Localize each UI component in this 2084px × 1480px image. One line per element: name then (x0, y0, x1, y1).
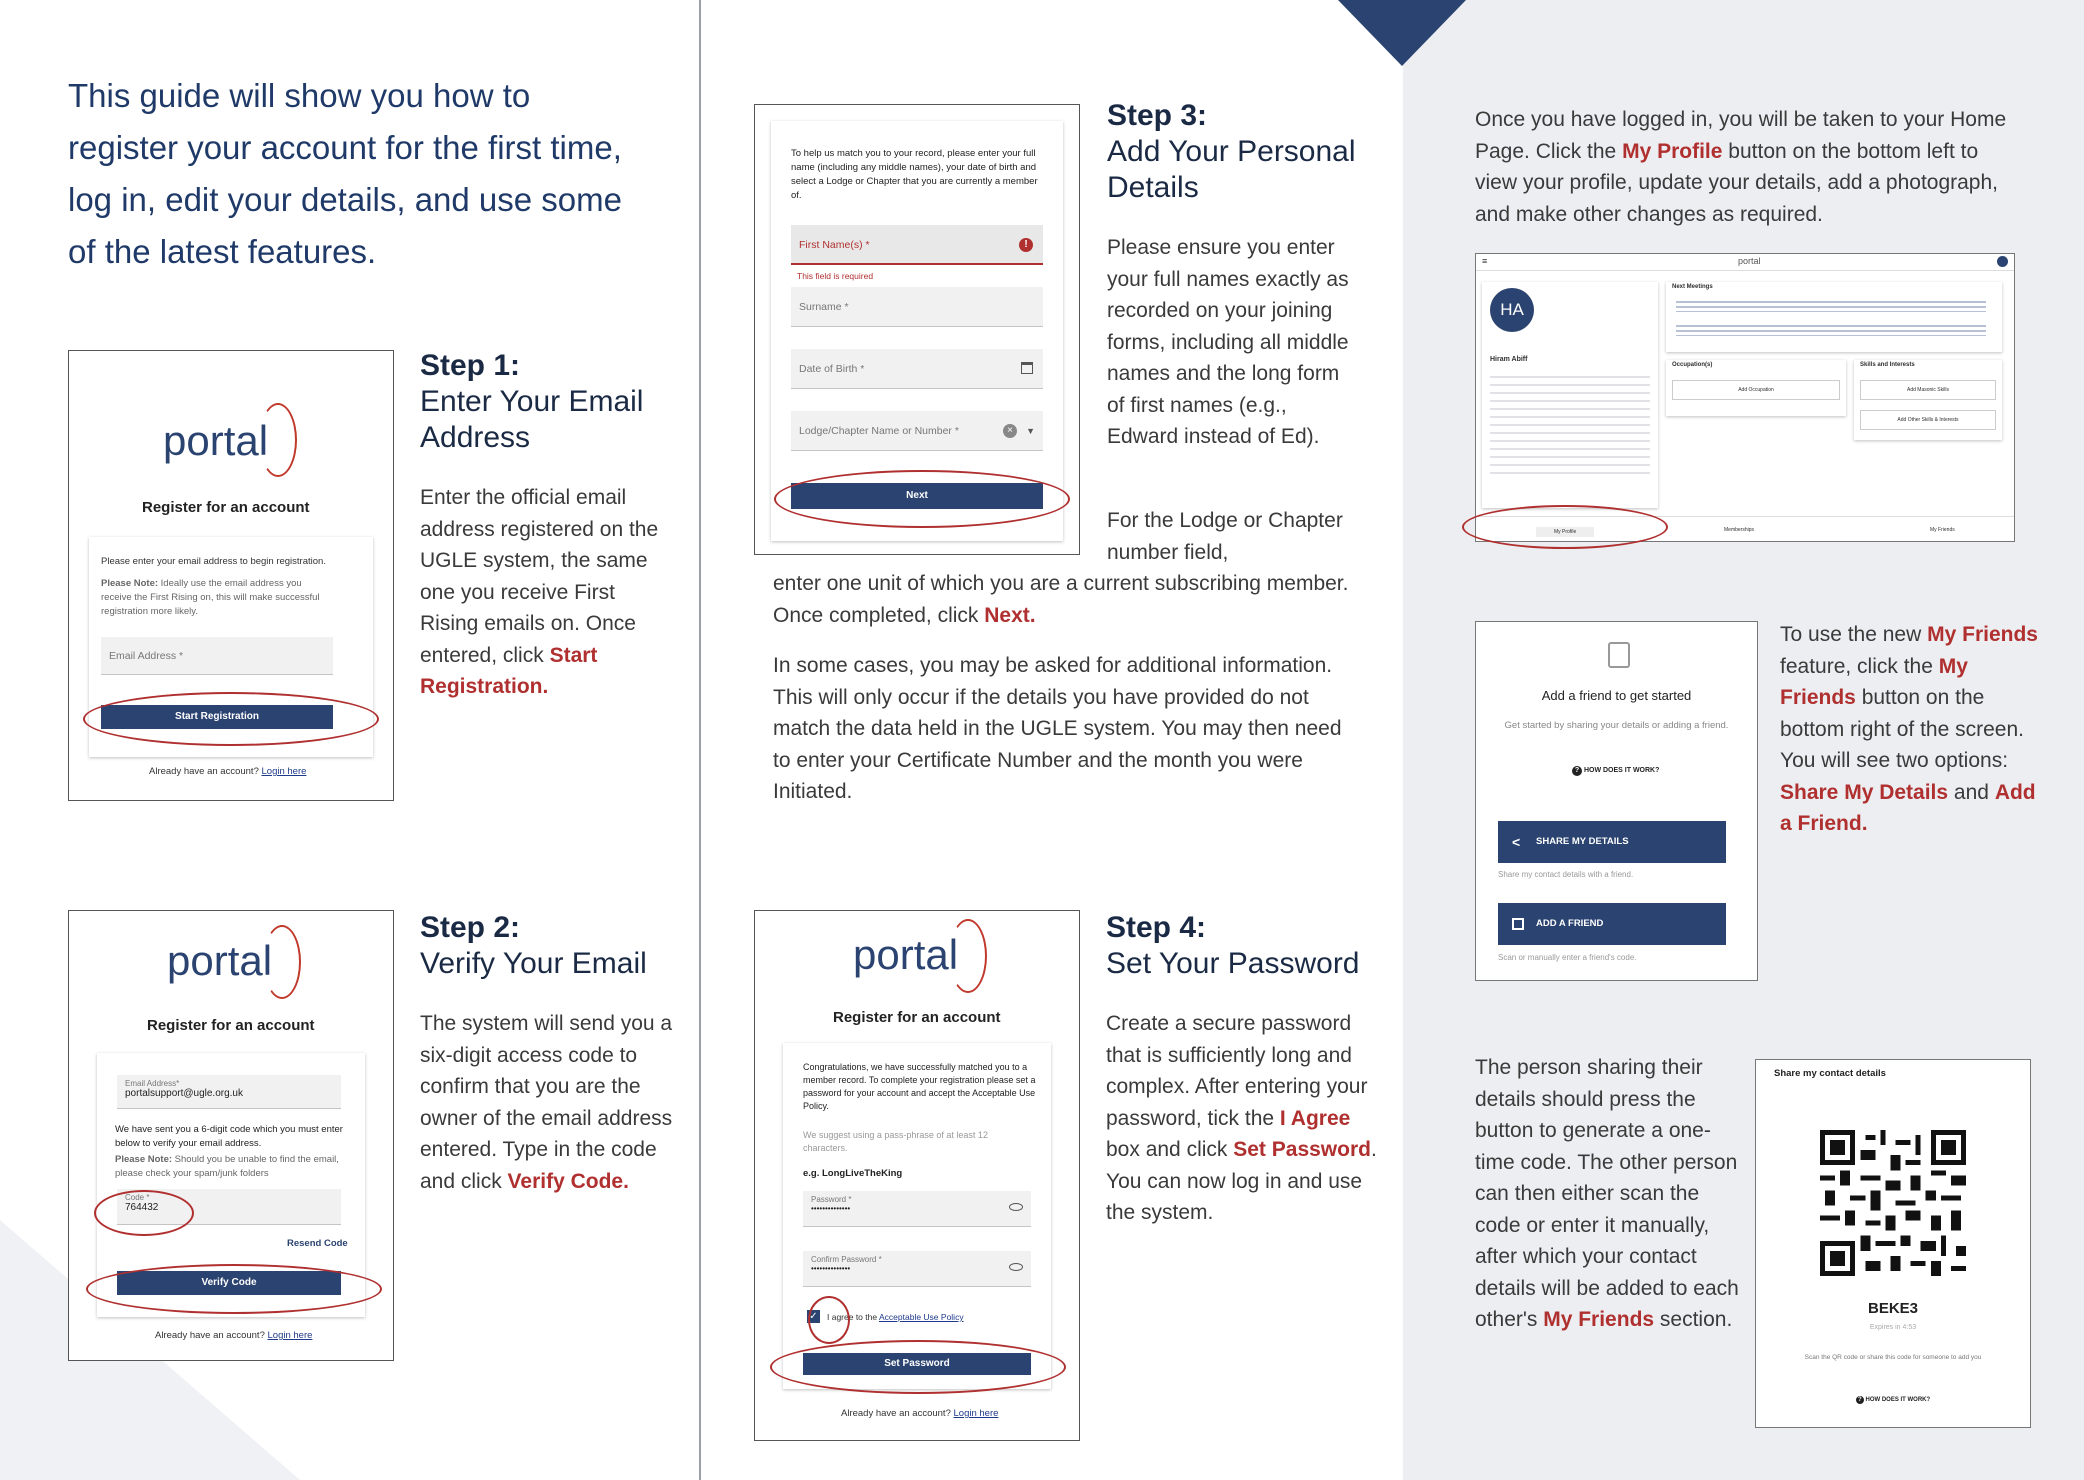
p2-text-b: feature, click the (1780, 654, 1933, 678)
step4-text-a: Create a secure password that is sufficiently long and complex. After entering your password, tick the (1106, 1012, 1368, 1130)
highlight-oval (1462, 505, 1668, 549)
password-value: •••••••••••••• (811, 1204, 851, 1213)
verify-code-button[interactable]: Verify Code (117, 1271, 341, 1295)
meetings-card (1666, 282, 2002, 352)
add-occupation-button[interactable]: Add Occupation (1672, 380, 1840, 400)
share-title: Share my contact details (1774, 1068, 1886, 1079)
confirm-value: •••••••••••••• (811, 1264, 851, 1273)
add-skills-button[interactable]: Add Masonic Skills (1860, 380, 1996, 400)
register-title: Register for an account (833, 1009, 1001, 1026)
p3-text-b: section. (1659, 1308, 1733, 1331)
p2-text-d: and (1953, 780, 1989, 804)
col3-para3 (1475, 1052, 1745, 1336)
confirm-password-input[interactable] (803, 1251, 1031, 1287)
homepage-screenshot (1475, 253, 2015, 542)
footer-text: Already have an account? (149, 766, 259, 777)
add-a-friend-button[interactable] (1498, 903, 1726, 945)
step3-body-a: Please ensure you enter your full names exactly as recorded on your joining forms, including all middle names and the long form of first names (e.g., Edward instead of Ed). (1107, 236, 1349, 448)
next-button[interactable]: Next (791, 483, 1043, 509)
how-text: HOW DOES IT WORK? (1583, 767, 1660, 774)
step4-number: Step 4: (1106, 911, 1207, 944)
error-text: This field is required (797, 271, 874, 281)
confirm-label: Confirm Password * (811, 1255, 882, 1264)
calendar-icon (1021, 362, 1033, 374)
nav-my-friends[interactable]: My Friends (1930, 527, 1955, 533)
p2-hl3: Share My Details (1780, 780, 1949, 804)
skills-title: Skills and Interests (1860, 362, 1915, 368)
p2-text-c: button on the bottom right of the screen. You will see two options: (1780, 686, 2024, 772)
email-input[interactable]: Email Address * (101, 637, 333, 675)
first-name-input[interactable] (791, 225, 1043, 265)
scan-instructions: Scan the QR code or share this code for someone to add you (1804, 1354, 1982, 1361)
step2-body (420, 1008, 678, 1197)
step1-text: Enter the official email address registered on the UGLE system, the same one you receive First Rising emails on. Once entered, click (420, 486, 659, 667)
login-link[interactable]: Login here (267, 1330, 313, 1341)
col3-para2 (1780, 619, 2042, 840)
login-footer (149, 765, 306, 779)
note-label: Please Note: (115, 1154, 173, 1165)
eye-off-icon[interactable] (1009, 1263, 1023, 1271)
step2-text: The system will send you a six-digit access code to confirm that you are the owner of the email address entered. Type in the code and click (420, 1012, 673, 1193)
profile-card (1482, 282, 1658, 508)
step1-number: Step 1: (420, 349, 521, 382)
highlight-oval (770, 1340, 1066, 1394)
instruction-text: We have sent you a 6-digit code which you must enter below to verify your email address. (115, 1124, 343, 1149)
p2-text-e: . (1861, 812, 1868, 835)
avatar-small-icon[interactable] (1997, 256, 2008, 267)
nav-my-profile[interactable]: My Profile (1536, 527, 1594, 537)
step2-title: Verify Your Email (420, 947, 647, 980)
lodge-label: Lodge/Chapter Name or Number * (799, 425, 959, 437)
footer-text: Already have an account? (841, 1408, 951, 1419)
chevron-down-icon[interactable]: ▼ (1026, 426, 1035, 436)
email-readonly-field (117, 1075, 341, 1109)
step2-number: Step 2: (420, 911, 521, 944)
highlight-oval (808, 1296, 850, 1344)
profile-details (1490, 370, 1650, 480)
meetings-title: Next Meetings (1672, 284, 1713, 290)
app-header (1476, 254, 2014, 271)
code-value: 764432 (125, 1202, 159, 1213)
login-link[interactable]: Login here (261, 766, 307, 777)
instruction-text: Congratulations, we have successfully matched you to a member record. To complete your registration please set a password for your account and accept the Acceptable Use Policy. (803, 1062, 1036, 1111)
clear-icon[interactable]: × (1003, 424, 1017, 438)
decorative-triangle (1338, 0, 1466, 66)
help-icon: ? (1856, 1396, 1864, 1404)
step2-heading (420, 910, 680, 982)
occupations-title: Occupation(s) (1672, 362, 1713, 368)
add-btn-label: ADD A FRIEND (1536, 918, 1604, 929)
step3-heading (1107, 98, 1367, 206)
skills-card (1854, 360, 2002, 440)
step4-heading (1106, 910, 1386, 982)
portal-logo: portal (167, 937, 273, 984)
step4-text-c: . You can now log in and use the system. (1106, 1138, 1377, 1224)
portal-logo: portal (163, 417, 269, 464)
p2-hl2: My Friends (1780, 654, 1968, 709)
highlight-oval (94, 1190, 194, 1236)
step1-title: Enter Your Email Address (420, 385, 644, 454)
menu-icon[interactable]: ≡ (1482, 256, 1488, 266)
how-text: HOW DOES IT WORK? (1865, 1397, 1931, 1403)
step4-text-b: box and click (1106, 1138, 1228, 1161)
dob-input[interactable] (791, 349, 1043, 389)
error-icon: ! (1019, 238, 1033, 252)
password-input[interactable] (803, 1191, 1031, 1227)
portal-logo: portal (853, 931, 959, 978)
note-text (115, 1153, 347, 1181)
step1-body (420, 482, 678, 703)
step3-number: Step 3: (1107, 99, 1208, 132)
logo-arc (949, 919, 987, 993)
share-details-screenshot (1755, 1059, 2031, 1428)
step1-highlight: Start Registration. (420, 643, 598, 698)
step3-body-d: In some cases, you may be asked for additional information. This will only occur if the details you have provided do not match the data held in the UGLE system. You may then need to enter your Certificate Number and the month you were Initiated. (773, 654, 1342, 803)
hint-text: We suggest using a pass-phrase of at least 12 characters. (803, 1130, 988, 1153)
login-link[interactable]: Login here (953, 1408, 999, 1419)
dob-label: Date of Birth * (799, 363, 865, 375)
highlight-oval (774, 470, 1070, 528)
p3-highlight: My Friends (1543, 1308, 1655, 1331)
highlight-oval (83, 692, 379, 746)
policy-link[interactable]: Acceptable Use Policy (879, 1312, 964, 1322)
p1-highlight: My Profile (1622, 139, 1723, 163)
occupations-card (1666, 360, 1846, 416)
add-subtext: Scan or manually enter a friend's code. (1498, 953, 1637, 962)
how-it-works-link[interactable] (1572, 766, 1659, 776)
share-subtext: Share my contact details with a friend. (1498, 870, 1634, 879)
register-title: Register for an account (142, 499, 310, 516)
highlight-oval (86, 1264, 382, 1314)
p1-text-a: Once you have logged in, you will be taken to your Home Page. Click the (1475, 108, 2007, 163)
share-my-details-button[interactable] (1498, 821, 1726, 863)
note-label: Please Note: (101, 578, 159, 589)
p1-text-b: button on the bottom left to view your profile, update your details, add a photograph, and make other changes as required. (1475, 139, 1999, 226)
app-title: portal (1738, 256, 1761, 266)
meeting-row (1676, 322, 1986, 336)
resend-code-link[interactable]: Resend Code (287, 1238, 348, 1249)
step3-title: Add Your Personal Details (1107, 135, 1356, 204)
code-label: Code * (125, 1193, 150, 1202)
instruction-text: Please enter your email address to begin registration. (101, 556, 326, 567)
step4-title: Set Your Password (1106, 947, 1360, 980)
intro-text: This guide will show you how to register your account for the first time, log in, edit your details, and use some of the latest features. (68, 77, 622, 270)
step3-body-b: For the Lodge or Chapter number field, (1107, 509, 1343, 564)
step3-body-c (773, 568, 1353, 631)
step4-hl-a: I Agree (1279, 1106, 1351, 1130)
password-label: Password * (811, 1195, 852, 1204)
login-footer (841, 1407, 998, 1421)
step2-highlight: Verify Code. (507, 1169, 629, 1193)
add-friend-title: Add a friend to get started (1541, 688, 1692, 703)
eye-off-icon[interactable] (1009, 1203, 1023, 1211)
step4-body (1106, 1008, 1388, 1229)
add-friend-screenshot (1475, 621, 1758, 981)
share-code: BEKE3 (1867, 1300, 1919, 1317)
code-expiry: Expires in 4:53 (1869, 1324, 1917, 1331)
first-name-label: First Name(s) * (799, 239, 870, 251)
how-it-works-link[interactable] (1756, 1396, 2030, 1404)
set-password-button[interactable]: Set Password (803, 1353, 1031, 1375)
note-body: Ideally use the email address you receive the First Rising on, this will make successful registration more likely. (101, 578, 320, 617)
example-text: e.g. LongLiveTheKing (803, 1168, 903, 1179)
logo-arc (263, 925, 301, 999)
qr-pattern (1820, 1130, 1966, 1276)
p2-hl1: My Friends (1927, 623, 2038, 646)
note-body: Should you be unable to find the email, please check your spam/junk folders (115, 1154, 339, 1179)
register-title: Register for an account (147, 1017, 315, 1034)
agree-text: I agree to the (827, 1312, 878, 1322)
step3-highlight: Next. (984, 603, 1036, 627)
email-label: Email Address* (125, 1079, 180, 1088)
col3-para1 (1475, 104, 2023, 230)
add-other-skills-button[interactable]: Add Other Skills & Interests (1860, 410, 1996, 430)
p2-hl4: Add a Friend (1780, 780, 2036, 835)
start-registration-button[interactable]: Start Registration (101, 705, 333, 729)
avatar: HA (1490, 288, 1534, 332)
share-icon: < (1512, 834, 1521, 850)
p3-text-a: The person sharing their details should press the button to generate a one-time code. The other person can then either scan the code or enter it manually, after which your contact details will be added to each other's (1475, 1056, 1739, 1331)
meeting-row (1676, 298, 1986, 312)
add-friend-subtitle: Get started by sharing your details or adding a friend. (1504, 720, 1729, 731)
qr-scan-icon (1512, 918, 1524, 930)
step1-heading (420, 348, 680, 456)
login-footer (155, 1329, 312, 1343)
contact-card-icon (1608, 642, 1630, 668)
instruction-text: To help us match you to your record, please enter your full name (including any middle names), your date of birth and select a Lodge or Chapter that you are currently a member of. (791, 148, 1038, 201)
logo-arc (259, 403, 297, 477)
share-btn-label: SHARE MY DETAILS (1536, 836, 1629, 847)
lodge-input[interactable] (791, 411, 1043, 451)
profile-name: Hiram Abiff (1490, 356, 1528, 363)
help-icon: ? (1572, 766, 1582, 776)
p2-text-a: To use the new (1780, 623, 1922, 646)
qr-code (1820, 1130, 1966, 1276)
note-text (101, 577, 331, 619)
footer-text: Already have an account? (155, 1330, 265, 1341)
step4-hl-b: Set Password (1233, 1138, 1371, 1161)
agree-checkbox[interactable]: ✓ (807, 1310, 820, 1323)
surname-input[interactable]: Surname * (791, 287, 1043, 327)
column-divider (699, 0, 701, 1480)
step3-text-c: enter one unit of which you are a current subscribing member. Once completed, click (773, 572, 1349, 627)
nav-memberships[interactable]: Memberships (1724, 527, 1755, 533)
email-value: portalsupport@ugle.org.uk (125, 1088, 243, 1099)
